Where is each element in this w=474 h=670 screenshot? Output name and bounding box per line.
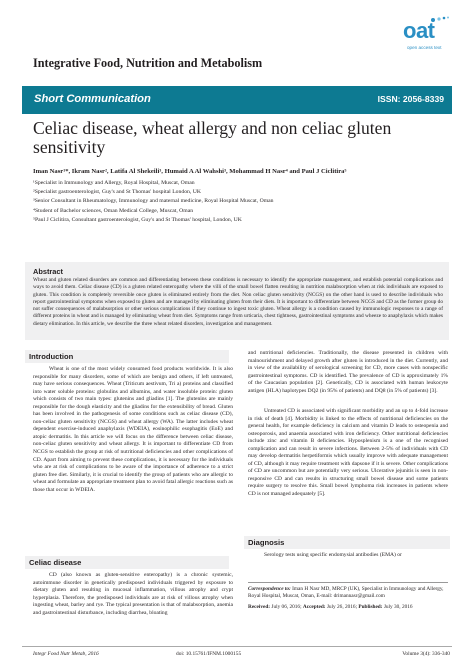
article-type-banner	[22, 86, 452, 114]
introduction-text: Wheat is one of the most widely consumed food products worldwide. It is also responsible for many disorders, some of which are benign and others, if left untreated, may have serious consequences. Wheat (Triticum aestivum, Tri a) proteins and classified into water soluble proteins: globulins and albumins, and water insoluble protein: gluten which consists of two main types: glutenins and gliadins [1]. The glutenins are mainly responsible for the dough elasticity and the gliadins for the extensibility of bread. Gluten has been involved in the pathogenesis of some conditions such as celiac disease (CD), non-celiac gluten sensitivity (NCGS) and wheat allergy (WA). The latter includes wheat dependent exercise-induced anaphylaxis (WDEIA), eosinophilic esophagitis (EoE) and atopic dermatitis. In this article we will focus on the difference between celiac disease, non-celiac gluten sensitivity and wheat allergy. It is important to differentiate CD from NCGS to establish the group at risk of nutritional deficiencies and other complications of CD. Apart from aiming to prevent these complications, it is necessary for the individuals who are at risk of complications to be aware of the importance of adherence to a strict gluten free diet. Similarly, it is crucial to identify the group of patients who are allergic to wheat and formulate an appropriate treatment plan to avoid fatal allergic reactions such as those that occur in WDEIA.	[33, 366, 233, 493]
published-date: July 30, 2016	[383, 603, 413, 610]
publisher-logo[interactable]	[403, 16, 453, 60]
correspondence-line	[248, 586, 448, 601]
abstract-panel	[25, 262, 449, 340]
received-label: Received:	[248, 603, 271, 610]
diagnosis-text: Serology tests using specific endomysial antibodies (EMA) or	[264, 552, 402, 558]
accepted-label: Accepted:	[302, 603, 326, 610]
received-date: July 06, 2016;	[271, 603, 302, 610]
published-label: Published:	[358, 603, 383, 610]
abstract-text: Wheat and gluten related disorders are common and differentiating between these conditions is necessary to identify the appropriate management, and establish potential complications and ways to avoid them. Celiac disease (CD) is a gluten related enteropathy where the villi of the small bowel flatten resulting in nutrition malabsorption when at risk individuals are exposed to gluten. This condition is completely reversible once gluten is eliminated entirely from the diet. Non celiac gluten sensitivity (NCGS) on the other hand is used to describe individuals who report gastrointestinal symptoms when exposed to gluten and are managed by eliminating gluten from their diets. It is important to differentiate between NCGS and CD as the former group do not suffer consequences of malabsorption or other serious complications if they continue to ingest toxic gluten. Wheat allergy is a condition caused by immunologic responses to a range of different proteins in wheat and is managed by eliminating wheat from diet. Symptoms range from urticaria, chest tightness, gastrointestinal symptoms and wheeze to anaphylaxis which makes dietary elimination. In this article, we describe the three wheat related disorders, investigation and management.	[33, 277, 443, 327]
right-column-text-2: Untreated CD is associated with significant morbidity and an up to 4-fold increase in risk of death [4]. Morbidity is linked to the effects of nutritional deficiencies on the general health, for example deficiency in calcium and vitamin D leads to osteopenia and osteoporosis, and anaemia associated with iron deficiency. Other nutritional deficiencies include zinc and vitamin B deficiencies. Hyposplenism is a one of the recognised complication and can result in severe infections. Between 2-5% of individuals with CD may develop dermatitis herpetiformis which usually improve with adequate management of CD, although it may require treatment with dapsone if it is severe. Other complications of CD are uncommon but are potentially very serious. Ulcerative jejunitis is seen in non-responsive CD and can results in structuring small bowel disease and some patients require surgery to resolve this. Small bowel lymphoma risk increases in patients where CD is not managed adequately [5].	[248, 408, 448, 498]
article-title: Celiac disease, wheat allergy and non celiac gluten sensitivity	[33, 118, 392, 157]
accepted-date: July 26, 2016;	[326, 603, 358, 610]
footer-doi[interactable]: doi: 10.15761/IFNM.1000155	[176, 651, 242, 657]
correspondence-label: Correspondence to:	[248, 586, 291, 592]
affiliation: ¹Specialist in Immunology and Allergy, Royal Hospital, Muscat, Oman	[33, 180, 195, 186]
affiliation: ³Senior Consultant in Rheumatology, Immunology and maternal medicine, Royal Hospital Muscat, Oman	[33, 198, 274, 205]
issn: ISSN: 2056-8339	[377, 94, 444, 104]
affiliations	[33, 179, 443, 225]
affiliation: ⁴Student of Bachelor sciences, Oman Medical College, Muscat, Oman	[33, 207, 194, 214]
right-column-text-1: and nutritional deficiencies. Traditionally, the disease presented in children with malnourishment and delayed growth after gluten is introduced in the diet. Currently, and in view of the availability of serological screening for CD, more cases with nonspecific gastrointestinal symptoms. CD is identified. The prevalence of CD is approximately 1% of the Caucasian population [2]. Genetically, CD is associated with human leukocyte antigen (HLA) haplotypes DQ2 (in 95% of patients) and DQ8 (in 5% of patients) [3].	[248, 350, 448, 394]
logo-word: oat	[403, 18, 435, 43]
affiliation: ²Specialist gastroenterologist, Guy's and St Thomas' hospital London, UK	[33, 189, 201, 196]
celiac-heading: Celiac disease	[25, 556, 229, 569]
article-type: Short Communication	[34, 93, 151, 105]
celiac-text: CD (also known as gluten-sensitive enteropathy) is a chronic systemic, autoimmune disorder in genetically predisposed individuals triggered by exposure to dietary gluten and resulting in mucosal inflammation, villous atrophy and crypt hyperplasia. Therefore, the predisposed individuals are at risk of villous atrophy when ingesting wheat, barley and rye. The typical presentation is that of malabsorption, anemia and gastrointestinal disturbance, including diarrhea, bloating	[33, 572, 233, 616]
abstract-heading: Abstract	[33, 267, 63, 276]
dates-line	[248, 604, 448, 611]
introduction-heading: Introduction	[25, 350, 229, 363]
footer-divider	[22, 646, 452, 647]
correspondence-block	[248, 582, 448, 611]
affiliation: ⁵Paul J Ciclitira, Consultant gastroenterologist, Guy's and St Thomas' hospital, London, UK	[33, 216, 242, 223]
footer-citation: Integr Food Nutr Metab, 2016	[33, 651, 99, 657]
footer-volume: Volume 3(4): 336-340	[402, 651, 450, 657]
author-list: Iman Nasr¹*, Ikram Nasr², Latifa Al Shekeili³, Humaid A Al Wahshi³, Mohammad H Nasr⁴ and Paul J Ciclitira⁵	[33, 168, 347, 175]
logo-tagline: open access text	[407, 45, 442, 50]
diagnosis-heading: Diagnosis	[244, 536, 450, 549]
correspondence-text: Iman H Nasr MD, MRCP (UK), Specialist in Immunology and Allergy, Royal Hospital, Muscat, Oman, E-mail: drimannasr@gmail.com	[248, 586, 444, 600]
journal-title: Integrative Food, Nutrition and Metabolism	[33, 56, 263, 70]
